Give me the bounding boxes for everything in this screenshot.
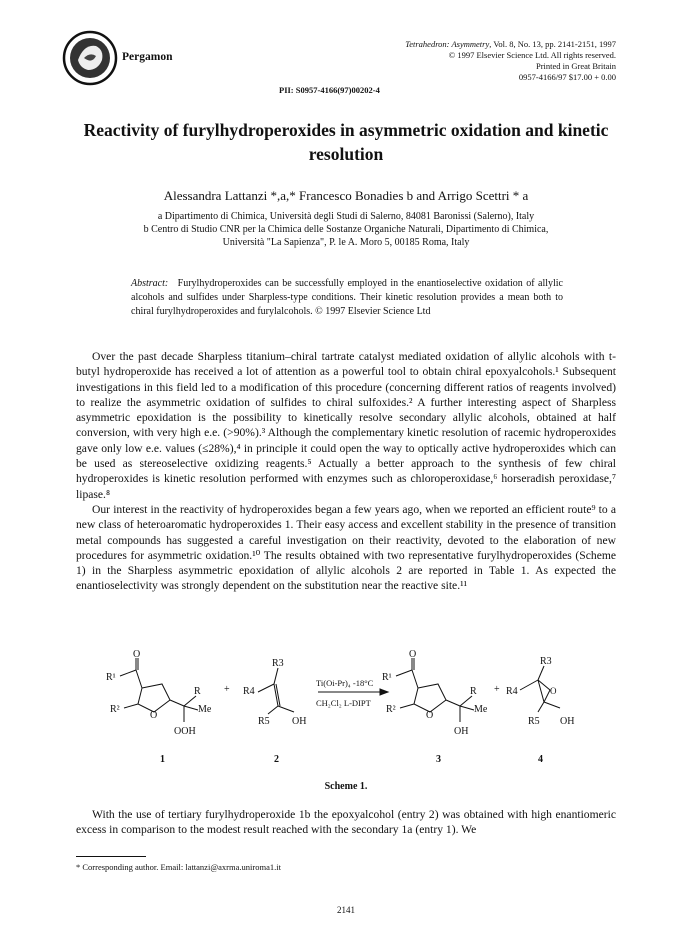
- abstract: [131, 277, 563, 319]
- oh-label: OH: [292, 716, 307, 727]
- r2-label: R²: [386, 704, 396, 715]
- abstract-label: Abstract:: [131, 278, 169, 289]
- footnote-rule: [76, 856, 146, 857]
- r5-label: R5: [528, 716, 540, 727]
- price: 0957-4166/97 $17.00 + 0.00: [518, 72, 616, 82]
- r4-label: R4: [243, 686, 255, 697]
- paragraph: Our interest in the reactivity of hydroperoxides began a few years ago, when we reported an efficient route⁹ to a new class of heteroaromatic hydroperoxides 1. Their easy access and excellent stability in the presence of transition metal compounds has suggested a careful investigation on their reactivity, devoted to the elaboration of new procedures for asymmetric oxidation.¹⁰ The results obtained with two representative furylhydroperoxides (Scheme 1) in the Sharpless asymmetric epoxidation of allylic alcohols 2 are reported in Table 1. As expected the enantioselectivity was strongly dependent on the substitution near the reactive site.¹¹: [76, 502, 616, 593]
- paragraph: Over the past decade Sharpless titanium–chiral tartrate catalyst mediated oxidation of allylic alcohols with t-butyl hydroperoxide has received a lot of attention as a powerful tool to obtain chiral epoxyalcohols.¹ Subsequent investigations in this field led to a modification of this procedure (concerning different ratios of reagents involved) to realize the asymmetric oxidation of sulfides to chiral sulfoxides.² A further interesting aspect of Sharpless asymmetric epoxidation is the possibility to kinetically resolve secondary allylic alcohols, obtained at half conversion, with very high e.e. (>90%).³ Although the complementary kinetic resolution of racemic hydroperoxides gave only low e.e. values (≤28%),⁴ in principle it could open the way to optically active hydroperoxides which can be used as stereoselective oxidizing reagents.⁵ Actually a better approach to the synthesis of few chiral hydroperoxides is kinetic resolution performed with enzymes such as chloroperoxidase,⁶ horseradish peroxidase,⁷ lipase.⁸: [76, 350, 616, 501]
- authors: Alessandra Lattanzi *,a,* Francesco Bonadies b and Arrigo Scettri * a: [163, 188, 529, 203]
- me-label: Me: [198, 704, 212, 715]
- compound-number: 2: [274, 754, 279, 765]
- atom-o: O: [409, 649, 417, 660]
- r-label: R: [194, 686, 201, 697]
- pii: PII: S0957-4166(97)00202-4: [279, 85, 380, 95]
- page-number: 2141: [337, 905, 355, 915]
- oh-label: OH: [454, 726, 469, 737]
- r5-label: R5: [258, 716, 270, 727]
- r1-label: R¹: [106, 672, 116, 683]
- r-label: R: [470, 686, 477, 697]
- oh-label: OH: [560, 716, 575, 727]
- ring-o: O: [150, 710, 158, 721]
- publisher-name: Pergamon: [122, 51, 173, 63]
- copyright: © 1997 Elsevier Science Ltd. All rights reserved.: [448, 50, 616, 60]
- atom-o: O: [133, 649, 141, 660]
- paper-title: Reactivity of furylhydroperoxides in asymmetric oxidation and kinetic resolution: [83, 120, 609, 164]
- r3-label: R3: [540, 656, 552, 667]
- me-label: Me: [474, 704, 488, 715]
- r2-label: R²: [110, 704, 120, 715]
- compound-number: 3: [436, 754, 441, 765]
- body-text: [76, 349, 616, 594]
- affiliation-b: b Centro di Studio CNR per la Chimica delle Sostanze Organiche Naturali, Dipartimento di Chimica,: [143, 224, 549, 235]
- epoxide-o: O: [550, 686, 557, 696]
- plus-sign: +: [494, 684, 500, 695]
- reagent-bottom: CH₂Cl₂ L-DIPT: [316, 698, 371, 708]
- r4-label: R4: [506, 686, 518, 697]
- abstract-text: Furylhydroperoxides can be successfully employed in the enantioselective oxidation of allylic alcohols and sulfides under Sharpless-type conditions. Their kinetic resolution provides a mean both to chiral furylhydroperoxides and furylalcohols. © 1997 Elsevier Science Ltd: [131, 278, 563, 317]
- journal-info: [316, 39, 616, 83]
- journal-name: Tetrahedron: Asymmetry: [405, 39, 490, 49]
- ooh-label: OOH: [174, 726, 196, 737]
- compound-number: 1: [160, 754, 165, 765]
- scheme-1: [98, 648, 598, 770]
- footnote: * Corresponding author. Email: lattanzi@axrma.uniroma1.it: [76, 862, 281, 872]
- body-text-continued: [76, 807, 616, 838]
- r3-label: R3: [272, 658, 284, 669]
- r1-label: R¹: [382, 672, 392, 683]
- scheme-caption: Scheme 1.: [324, 781, 368, 792]
- reagent-top: Ti(Oi-Pr)₄ -18°C: [316, 678, 374, 688]
- paragraph: With the use of tertiary furylhydroperoxide 1b the epoxyalcohol (entry 2) was obtained with high enantiomeric excess in comparison to the modest result reached with the secondary 1a (entry 1). We: [76, 808, 616, 837]
- pergamon-logo: [62, 30, 118, 86]
- plus-sign: +: [224, 684, 230, 695]
- ring-o: O: [426, 710, 434, 721]
- affiliation-a: a Dipartimento di Chimica, Università degli Studi di Salerno, 84081 Baronissi (Salerno), Italy: [157, 211, 535, 222]
- printed-in: Printed in Great Britain: [535, 61, 616, 71]
- compound-number: 4: [538, 754, 543, 765]
- affiliation-b-cont: Università "La Sapienza", P. le A. Moro 5, 00185 Roma, Italy: [222, 237, 470, 248]
- citation: , Vol. 8, No. 13, pp. 2141-2151, 1997: [489, 39, 616, 49]
